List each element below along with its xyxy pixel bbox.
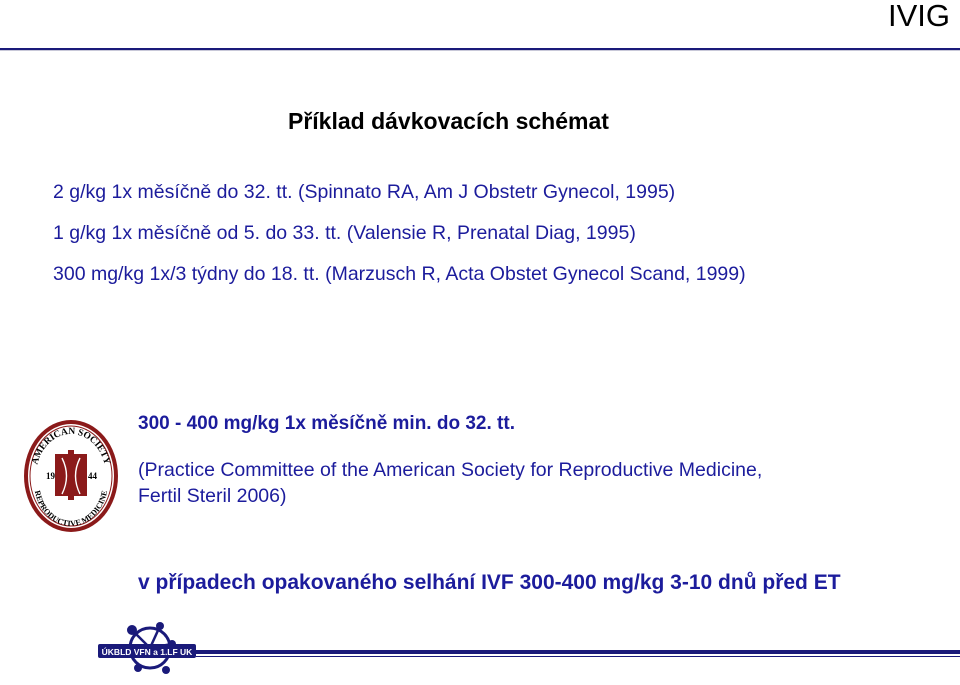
recommendation-source-line2: Fertil Steril 2006) [138, 485, 287, 507]
regimen-citation: (Marzusch R, Acta Obstet Gynecol Scand, 1999) [325, 263, 746, 285]
regimen-list [53, 180, 746, 303]
asrm-year-right: 44 [88, 471, 97, 481]
footer-divider [196, 650, 960, 654]
asrm-text-top: AMERICAN SOCIETY [30, 426, 112, 466]
regimen-dose: 2 g/kg 1x měsíčně do 32. tt. [53, 181, 293, 203]
recommendation-source-line1: (Practice Committee of the American Society for Reproductive Medicine, [138, 459, 763, 481]
regimen-item [53, 221, 746, 245]
regimen-item [53, 262, 746, 286]
regimen-item [53, 180, 746, 204]
slide-title: IVIG [887, 0, 950, 33]
ukbld-logo-text: ÚKBLD VFN a 1.LF UK [101, 647, 193, 657]
ivf-note: v případech opakovaného selhání IVF 300-400 mg/kg 3-10 dnů před ET [138, 571, 841, 594]
regimen-dose: 1 g/kg 1x měsíčně od 5. do 33. tt. [53, 222, 342, 244]
asrm-year-left: 19 [46, 471, 55, 481]
top-divider [0, 48, 960, 51]
regimen-citation: (Valensie R, Prenatal Diag, 1995) [346, 222, 636, 244]
recommended-dose: 300 - 400 mg/kg 1x měsíčně min. do 32. tt. [138, 413, 515, 434]
asrm-text-bottom: REPRODUCTIVE MEDICINE [32, 489, 110, 529]
ukbld-logo [98, 618, 196, 682]
footer-divider-thin [196, 656, 960, 657]
page-heading: Příklad dávkovacích schémat [288, 108, 609, 134]
regimen-citation: (Spinnato RA, Am J Obstetr Gynecol, 1995) [297, 181, 676, 203]
recommendation-source [138, 457, 938, 509]
regimen-dose: 300 mg/kg 1x/3 týdny do 18. tt. [53, 263, 320, 285]
asrm-seal-logo [22, 418, 120, 534]
